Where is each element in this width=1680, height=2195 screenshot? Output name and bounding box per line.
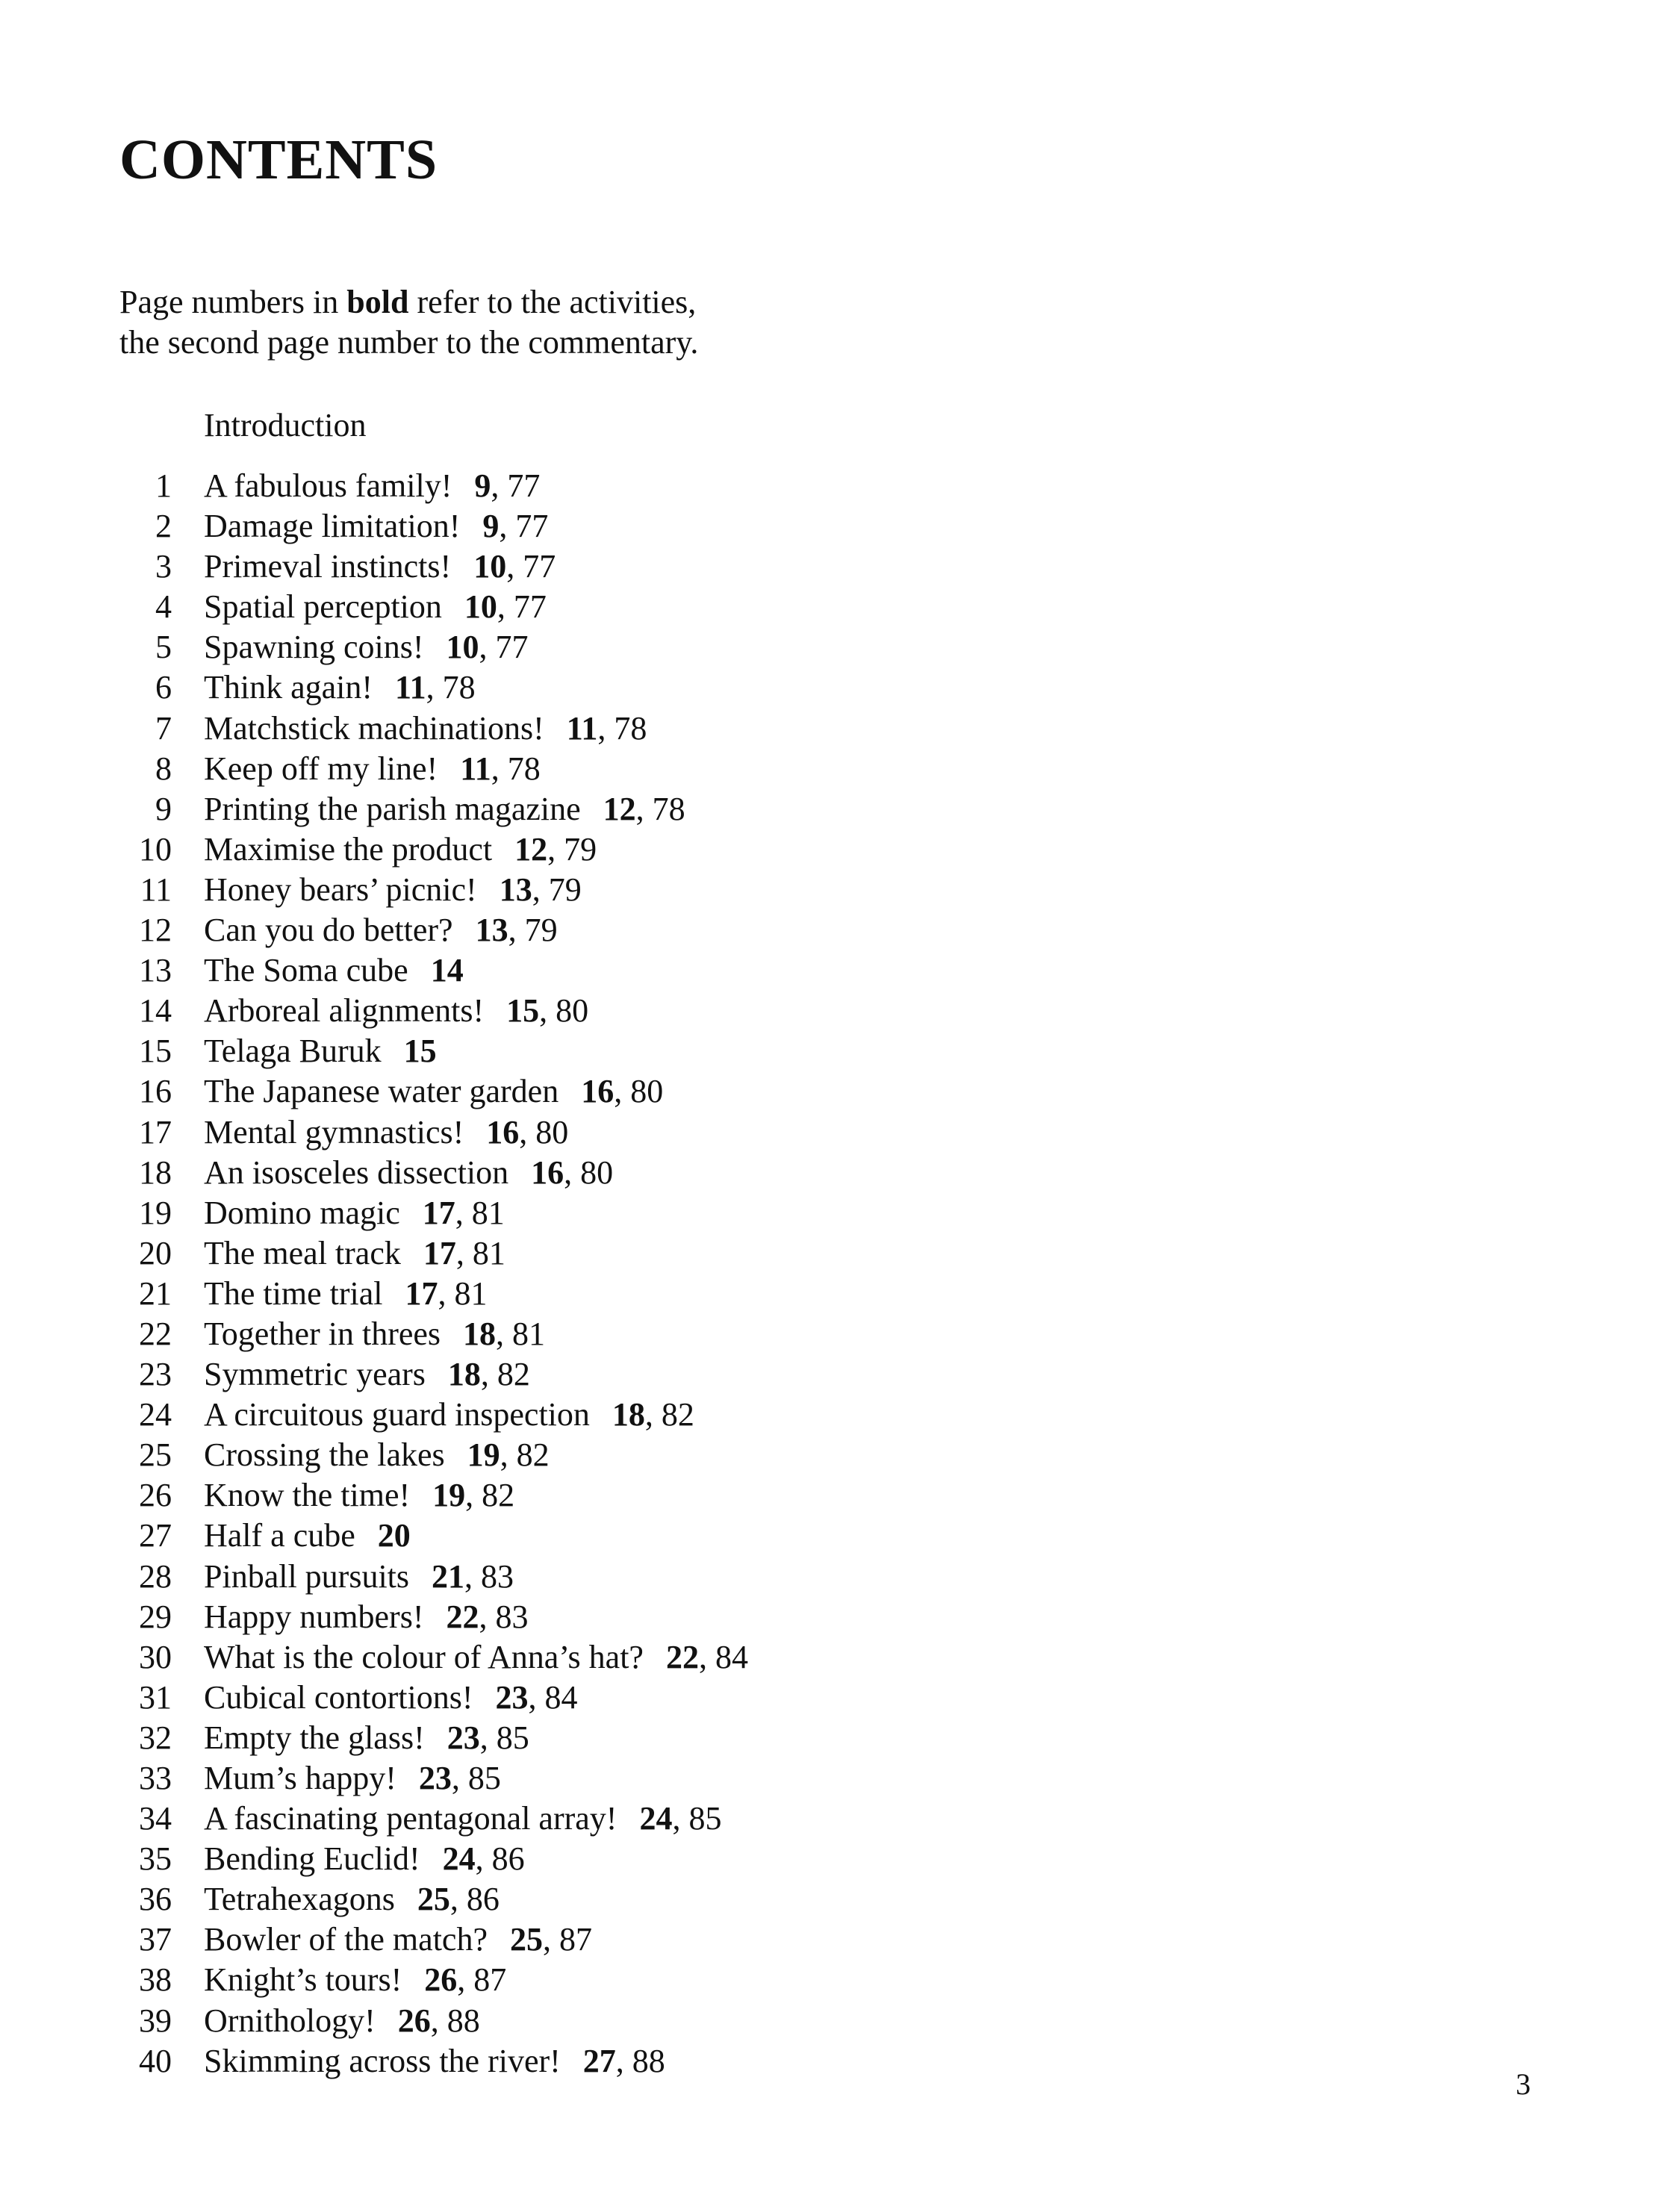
- toc-commentary-page: , 83: [464, 1557, 514, 1595]
- toc-activity-page: 11: [566, 709, 598, 747]
- toc-entry-number: 16: [139, 1073, 172, 1110]
- toc-entry: [119, 466, 748, 506]
- toc-commentary-page: , 84: [528, 1678, 578, 1716]
- toc-entry-number: 3: [155, 548, 172, 585]
- toc-commentary-page: , 79: [547, 830, 597, 868]
- toc-entry-number: 21: [139, 1274, 172, 1312]
- toc-activity-page: 16: [531, 1153, 564, 1191]
- toc-commentary-page: , 81: [438, 1274, 488, 1312]
- toc-entry: [119, 1071, 748, 1112]
- toc-introduction: Introduction: [204, 407, 367, 443]
- toc-commentary-page: , 84: [698, 1638, 748, 1675]
- toc-commentary-page: , 78: [635, 790, 685, 827]
- toc-entry-pages: [417, 1879, 500, 1920]
- toc-entry-title: Printing the parish magazine: [204, 790, 581, 827]
- toc-entry-number: 27: [139, 1517, 172, 1554]
- toc-entry: [119, 1233, 748, 1274]
- toc-entry: [119, 1597, 748, 1637]
- toc-entry-title: Know the time!: [204, 1477, 411, 1514]
- toc-entry-number: 11: [140, 871, 172, 908]
- toc-entry: [119, 2041, 748, 2082]
- toc-entry-pages: [443, 1839, 525, 1879]
- toc-entry-title: Ornithology!: [204, 2002, 376, 2039]
- toc-activity-page: 25: [417, 1881, 450, 1918]
- toc-commentary-page: , 82: [644, 1396, 694, 1433]
- toc-entry-pages: [583, 2041, 665, 2082]
- toc-entry-number: 18: [139, 1153, 172, 1191]
- toc-entry-title: Together in threes: [204, 1315, 441, 1352]
- toc-entry-pages: [612, 1395, 694, 1435]
- toc-entry-title: The meal track: [204, 1234, 401, 1271]
- toc-entry: [119, 1314, 748, 1354]
- page-number: 3: [1516, 2067, 1531, 2101]
- toc-list: [119, 466, 748, 2082]
- toc-entry: [119, 991, 748, 1031]
- toc-entry-pages: [419, 1758, 501, 1799]
- toc-entry-number: 33: [139, 1760, 172, 1796]
- toc-entry: [119, 789, 748, 829]
- toc-entry-pages: [531, 1153, 613, 1193]
- toc-entry: [119, 910, 748, 950]
- toc-entry: [119, 1031, 748, 1071]
- toc-entry-title: Mental gymnastics!: [204, 1113, 464, 1151]
- toc-entry-title: Think again!: [204, 669, 373, 706]
- toc-entry-pages: [567, 709, 647, 749]
- toc-entry-number: 8: [155, 750, 172, 787]
- toc-entry-title: Keep off my line!: [204, 750, 438, 787]
- toc-activity-page: 14: [430, 952, 464, 989]
- toc-entry-number: 22: [139, 1315, 172, 1352]
- toc-activity-page: 20: [377, 1517, 411, 1554]
- toc-activity-page: 25: [509, 1921, 543, 1958]
- toc-commentary-page: , 87: [542, 1921, 592, 1958]
- toc-commentary-page: , 79: [532, 871, 582, 908]
- toc-entry-number: 15: [139, 1033, 172, 1070]
- toc-activity-page: 22: [665, 1638, 699, 1675]
- toc-commentary-page: , 78: [597, 709, 647, 747]
- toc-activity-page: 27: [582, 2042, 616, 2079]
- toc-commentary-page: , 77: [506, 548, 556, 585]
- toc-commentary-page: , 83: [479, 1598, 529, 1635]
- toc-entry-pages: [405, 1274, 487, 1314]
- toc-entry-title: Matchstick machinations!: [204, 709, 544, 747]
- toc-activity-page: 21: [432, 1557, 465, 1595]
- toc-entry: [119, 1475, 748, 1516]
- toc-entry-title: Skimming across the river!: [204, 2042, 561, 2079]
- toc-entry: [119, 1274, 748, 1314]
- toc-activity-page: 9: [474, 467, 491, 504]
- toc-entry-pages: [496, 1678, 578, 1718]
- toc-entry-pages: [514, 829, 597, 870]
- toc-commentary-page: , 80: [519, 1113, 569, 1151]
- toc-entry-number: 40: [139, 2042, 172, 2079]
- toc-activity-page: 17: [422, 1194, 455, 1231]
- toc-commentary-page: , 77: [479, 629, 529, 666]
- toc-entry-title: Spawning coins!: [204, 629, 424, 666]
- toc-commentary-page: , 88: [430, 2002, 480, 2039]
- toc-entry-pages: [476, 910, 558, 950]
- toc-entry-pages: [378, 1516, 411, 1556]
- toc-activity-page: 11: [395, 669, 426, 706]
- toc-entry-number: 10: [139, 830, 172, 868]
- toc-entry: [119, 870, 748, 910]
- toc-entry: [119, 950, 748, 991]
- toc-entry-number: 31: [139, 1678, 172, 1716]
- toc-entry-pages: [486, 1112, 568, 1153]
- toc-entry-title: Pinball pursuits: [204, 1557, 410, 1595]
- toc-entry-number: 35: [139, 1840, 172, 1878]
- toc-entry: [119, 1920, 748, 1960]
- toc-entry: [119, 1395, 748, 1435]
- toc-entry-title: Half a cube: [204, 1517, 355, 1554]
- toc-entry: [119, 1718, 748, 1758]
- toc-entry-number: 1: [155, 467, 172, 504]
- toc-entry-pages: [639, 1799, 721, 1839]
- toc-activity-page: 10: [473, 548, 507, 585]
- toc-entry: [119, 829, 748, 870]
- toc-commentary-page: , 78: [491, 750, 541, 787]
- toc-entry-pages: [467, 1435, 550, 1475]
- toc-entry-number: 34: [139, 1800, 172, 1837]
- toc-entry-title: Symmetric years: [204, 1356, 426, 1393]
- toc-activity-page: 9: [482, 508, 500, 545]
- toc-entry: [119, 627, 748, 667]
- toc-activity-page: 13: [499, 871, 532, 908]
- toc-entry-number: 9: [155, 790, 172, 827]
- toc-entry-number: 28: [139, 1557, 172, 1595]
- page-title: CONTENTS: [119, 128, 438, 191]
- toc-activity-page: 19: [467, 1436, 500, 1474]
- toc-entry: [119, 1516, 748, 1556]
- toc-activity-page: 18: [463, 1315, 497, 1352]
- toc-activity-page: 12: [514, 830, 548, 868]
- toc-entry-pages: [432, 1475, 514, 1516]
- toc-entry-pages: [448, 1354, 530, 1395]
- toc-commentary-page: , 82: [500, 1436, 550, 1474]
- toc-entry-title: Telaga Buruk: [204, 1033, 382, 1070]
- toc-entry-title: Mum’s happy!: [204, 1760, 396, 1796]
- toc-activity-page: 26: [397, 2002, 431, 2039]
- toc-entry: [119, 1112, 748, 1153]
- toc-entry: [119, 1557, 748, 1597]
- toc-commentary-page: , 86: [475, 1840, 525, 1878]
- toc-entry-title: Knight’s tours!: [204, 1961, 402, 1999]
- toc-activity-page: 23: [447, 1719, 480, 1756]
- toc-entry-number: 24: [139, 1396, 172, 1433]
- toc-entry-title: An isosceles dissection: [204, 1153, 509, 1191]
- toc-commentary-page: , 85: [672, 1800, 722, 1837]
- toc-entry-pages: [666, 1637, 748, 1678]
- toc-commentary-page: , 85: [479, 1719, 529, 1756]
- toc-activity-page: 22: [446, 1598, 479, 1635]
- toc-entry-pages: [460, 749, 541, 789]
- toc-entry-number: 29: [139, 1598, 172, 1635]
- toc-entry-pages: [581, 1071, 663, 1112]
- toc-commentary-page: , 87: [457, 1961, 507, 1999]
- toc-entry-pages: [423, 1193, 505, 1233]
- toc-entry-number: 25: [139, 1436, 172, 1474]
- toc-entry: [119, 1879, 748, 1920]
- toc-entry-title: The time trial: [204, 1274, 383, 1312]
- toc-entry-number: 38: [139, 1961, 172, 1999]
- reading-note-line-2: the second page number to the commentary.: [119, 324, 699, 361]
- toc-commentary-page: , 88: [615, 2042, 665, 2079]
- toc-entry-number: 26: [139, 1477, 172, 1514]
- toc-entry-pages: [423, 1233, 505, 1274]
- toc-entry: [119, 1678, 748, 1718]
- toc-commentary-page: , 80: [614, 1073, 664, 1110]
- toc-entry: [119, 2001, 748, 2041]
- toc-commentary-page: , 85: [451, 1760, 501, 1796]
- toc-commentary-page: , 81: [455, 1194, 505, 1231]
- toc-activity-page: 13: [475, 912, 508, 949]
- toc-entry-pages: [473, 547, 556, 587]
- toc-entry-pages: [404, 1031, 437, 1071]
- toc-entry: [119, 749, 748, 789]
- toc-entry-pages: [395, 667, 476, 708]
- toc-entry-title: Happy numbers!: [204, 1598, 424, 1635]
- toc-activity-page: 19: [432, 1477, 466, 1514]
- reading-note-line-1: [119, 282, 698, 323]
- toc-entry-title: Crossing the lakes: [204, 1436, 445, 1474]
- toc-entry: [119, 1960, 748, 2000]
- toc-entry-pages: [603, 789, 685, 829]
- toc-commentary-page: , 77: [497, 588, 547, 626]
- toc-entry-title: The Japanese water garden: [204, 1073, 559, 1110]
- toc-entry-title: Maximise the product: [204, 830, 493, 868]
- toc-entry: [119, 667, 748, 708]
- toc-activity-page: 15: [403, 1033, 437, 1070]
- toc-entry: [119, 1153, 748, 1193]
- toc-entry-pages: [447, 1718, 529, 1758]
- toc-entry-title: A circuitous guard inspection: [204, 1396, 590, 1433]
- toc-entry-pages: [447, 1597, 529, 1637]
- toc-entry-title: The Soma cube: [204, 952, 408, 989]
- toc-activity-page: 16: [581, 1073, 615, 1110]
- toc-entry: [119, 547, 748, 587]
- toc-entry-title: Cubical contortions!: [204, 1678, 473, 1716]
- toc-entry: [119, 1354, 748, 1395]
- toc-entry: [119, 1758, 748, 1799]
- toc-entry-pages: [431, 950, 464, 991]
- toc-entry-number: 12: [139, 912, 172, 949]
- toc-entry-title: Honey bears’ picnic!: [204, 871, 477, 908]
- toc-entry-number: 19: [139, 1194, 172, 1231]
- toc-entry-title: A fascinating pentagonal array!: [204, 1800, 617, 1837]
- toc-entry-number: 2: [155, 508, 172, 545]
- toc-activity-page: 17: [405, 1274, 438, 1312]
- toc-entry-number: 14: [139, 992, 172, 1030]
- reading-note: [119, 282, 698, 363]
- toc-entry-pages: [432, 1557, 514, 1597]
- toc-entry: [119, 1435, 748, 1475]
- reading-note-text-a: Page numbers in: [119, 284, 347, 320]
- toc-activity-page: 11: [460, 750, 491, 787]
- toc-entry-title: Tetrahexagons: [204, 1881, 395, 1918]
- toc-entry-pages: [398, 2001, 480, 2041]
- reading-note-text-b: refer to the activities,: [408, 284, 697, 320]
- toc-entry-title: Domino magic: [204, 1194, 400, 1231]
- toc-entry: [119, 1839, 748, 1879]
- toc-entry-number: 7: [155, 709, 172, 747]
- toc-entry-number: 23: [139, 1356, 172, 1393]
- toc-activity-page: 23: [418, 1760, 452, 1796]
- toc-activity-page: 10: [464, 588, 497, 626]
- toc-entry-pages: [482, 506, 548, 547]
- toc-activity-page: 15: [506, 992, 540, 1030]
- toc-commentary-page: , 81: [496, 1315, 546, 1352]
- toc-entry: [119, 587, 748, 627]
- toc-entry-title: Damage limitation!: [204, 508, 461, 545]
- toc-entry-number: 37: [139, 1921, 172, 1958]
- toc-commentary-page: , 78: [426, 669, 476, 706]
- toc-entry-number: 20: [139, 1234, 172, 1271]
- toc-activity-page: 16: [486, 1113, 520, 1151]
- toc-activity-page: 18: [447, 1356, 481, 1393]
- toc-activity-page: 18: [612, 1396, 645, 1433]
- toc-entry-number: 4: [155, 588, 172, 626]
- reading-note-bold-word: bold: [346, 284, 409, 320]
- toc-entry-title: A fabulous family!: [204, 467, 452, 504]
- toc-commentary-page: , 80: [539, 992, 589, 1030]
- toc-commentary-page: , 86: [449, 1881, 500, 1918]
- toc-entry-number: 6: [155, 669, 172, 706]
- toc-entry-pages: [506, 991, 588, 1031]
- toc-activity-page: 17: [423, 1234, 456, 1271]
- toc-entry-number: 39: [139, 2002, 172, 2039]
- toc-commentary-page: , 79: [508, 912, 558, 949]
- toc-activity-page: 24: [442, 1840, 476, 1878]
- toc-entry-number: 17: [139, 1113, 172, 1151]
- toc-entry-title: Bowler of the match?: [204, 1921, 488, 1958]
- toc-entry-pages: [464, 587, 547, 627]
- toc-entry-pages: [447, 627, 529, 667]
- toc-entry-pages: [474, 466, 540, 506]
- toc-entry: [119, 1799, 748, 1839]
- toc-commentary-page: , 81: [455, 1234, 505, 1271]
- toc-entry: [119, 506, 748, 547]
- toc-entry-title: Bending Euclid!: [204, 1840, 420, 1878]
- toc-commentary-page: , 77: [491, 467, 541, 504]
- toc-entry-number: 13: [139, 952, 172, 989]
- toc-entry-number: 5: [155, 629, 172, 666]
- toc-activity-page: 23: [495, 1678, 529, 1716]
- toc-entry: [119, 1193, 748, 1233]
- toc-commentary-page: , 77: [499, 508, 549, 545]
- toc-activity-page: 12: [603, 790, 636, 827]
- toc-entry-title: Can you do better?: [204, 912, 453, 949]
- toc-activity-page: 26: [424, 1961, 458, 1999]
- toc-entry-title: Spatial perception: [204, 588, 442, 626]
- toc-commentary-page: , 80: [564, 1153, 614, 1191]
- toc-entry-title: What is the colour of Anna’s hat?: [204, 1638, 644, 1675]
- toc-entry-pages: [500, 870, 582, 910]
- toc-commentary-page: , 82: [465, 1477, 515, 1514]
- toc-activity-page: 10: [446, 629, 479, 666]
- toc-entry: [119, 1637, 748, 1678]
- toc-entry-pages: [510, 1920, 592, 1960]
- toc-commentary-page: , 82: [480, 1356, 530, 1393]
- toc-entry-number: 36: [139, 1881, 172, 1918]
- toc-entry-number: 32: [139, 1719, 172, 1756]
- toc-activity-page: 24: [639, 1800, 673, 1837]
- toc-entry-pages: [424, 1960, 506, 2000]
- toc-entry-pages: [463, 1314, 545, 1354]
- toc-entry: [119, 709, 748, 749]
- toc-entry-title: Empty the glass!: [204, 1719, 425, 1756]
- toc-entry-title: Primeval instincts!: [204, 548, 452, 585]
- toc-entry-number: 30: [139, 1638, 172, 1675]
- toc-entry-title: Arboreal alignments!: [204, 992, 485, 1030]
